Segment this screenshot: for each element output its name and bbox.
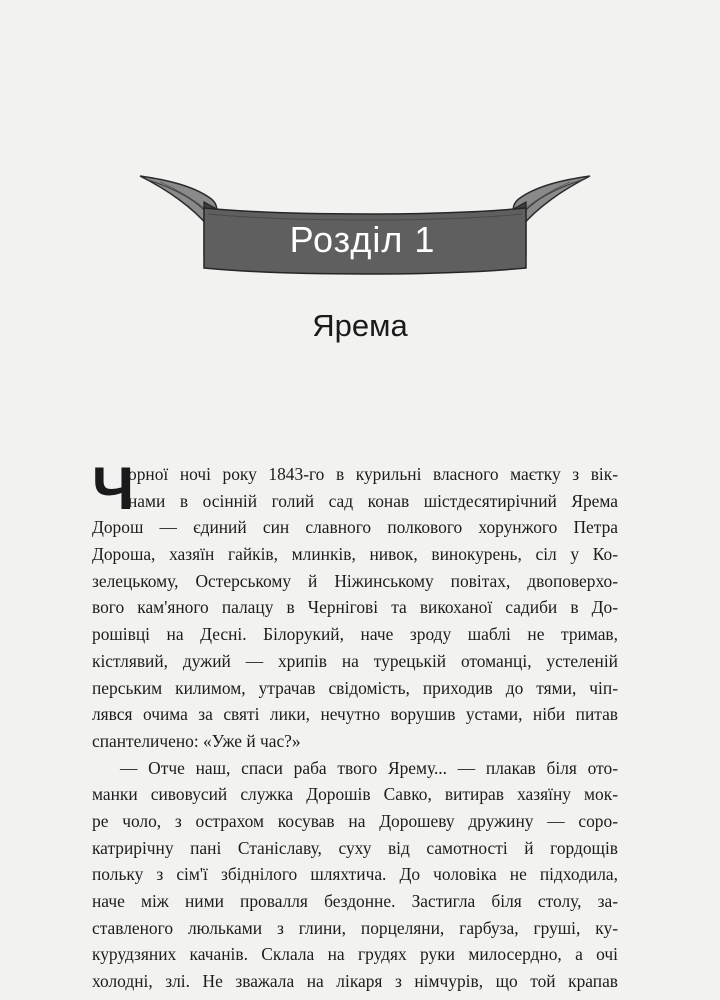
paragraph-line: зелецькому, Остерському й Ніжинському повітах, двоповерхо- — [92, 570, 618, 591]
paragraph-line: манки сивовусий служка Дорошів Савко, витирав хазяїну мок- — [92, 784, 618, 805]
paragraph-line: нами в осінній голий сад конав шістдесятирічний Ярема — [128, 490, 618, 511]
paragraph-line: ре чоло, з острахом косував на Дорошеву дружину — соро- — [92, 810, 618, 831]
chapter-body-text — [92, 461, 618, 995]
paragraph-line: перським килимом, утрачав свідомість, приходив до тями, чіп- — [92, 677, 618, 698]
paragraph-line: наче між ними провалля бездонне. Застигла біля столу, за- — [92, 891, 618, 911]
paragraph-line: Дороша, хазяїн гайків, млинків, нивок, винокурень, сіл у Ко- — [92, 544, 618, 565]
paragraph-line: курудзяних качанів. Склала на грудях руки милосердно, а очі — [92, 944, 618, 965]
paragraph-line: катрирічну пані Станіславу, суху від самотності й гордощів — [92, 837, 618, 858]
paragraph-line: Дорош — єдиний син славного полкового хорунжого Петра — [92, 517, 618, 538]
paragraph-line: лявся очима за святі лики, нечутно ворушив устами, ніби питав — [92, 704, 618, 725]
paragraph-line: холодні, злі. Не зважала на лікаря з німчурів, що той крапав — [92, 971, 618, 992]
paragraph-line: кістлявий, дужий — хрипів на турецькій отоманці, устеленій — [92, 650, 618, 671]
paragraph-line: орної ночі року 1843-го в курильні власного маєтку з вік- — [128, 464, 618, 484]
paragraph-line: вого кам'яного палацу в Чернігові та викоханої садиби в До- — [92, 597, 618, 618]
paragraph-line: — Отче наш, спаси раба твого Ярему... — плакав біля ото- — [120, 757, 618, 778]
paragraph-line: польку з сім'ї збіднілого шляхтича. До чоловіка не підходила, — [92, 864, 618, 885]
paragraph-line: рошівці на Десні. Білорукий, наче зроду шаблі не тримав, — [92, 624, 618, 645]
drop-cap-letter: Ч — [92, 461, 135, 517]
paragraph-line: ставленого люльками з глини, порцеляни, гарбуза, груші, ку- — [92, 917, 618, 938]
chapter-number-label: Розділ 1 — [289, 219, 436, 260]
chapter-title: Ярема — [312, 308, 408, 343]
paragraph-line: спантеличено: «Уже й час?» — [92, 730, 301, 751]
